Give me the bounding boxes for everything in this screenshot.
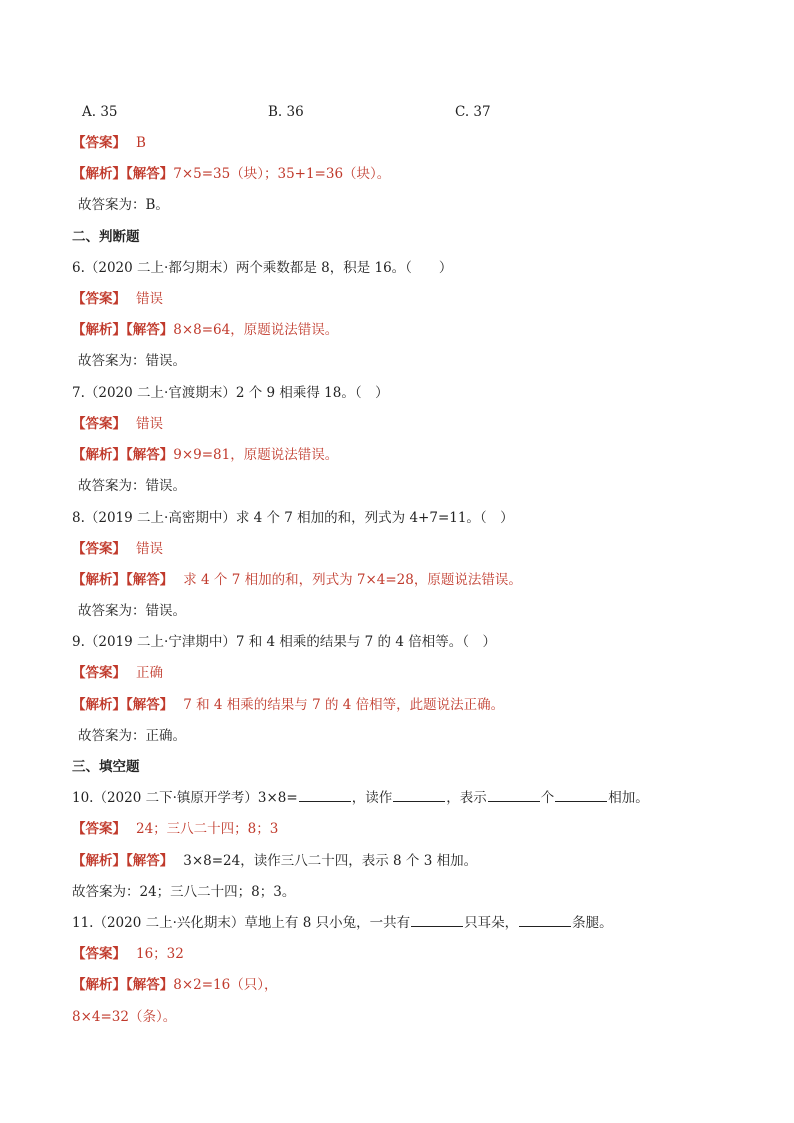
answer-tag: 【答案】 — [72, 135, 126, 151]
q10-conclusion: 故答案为：24；三八二十四；8；3。 — [72, 884, 296, 900]
answer-value: 16；32 — [136, 946, 184, 962]
q10-text-c: ，表示 — [446, 790, 487, 806]
q11-answer — [72, 945, 184, 963]
q5-conclusion: 故答案为：B。 — [78, 197, 169, 213]
analysis-text: 3×8=24，读作三八二十四，表示 8 个 3 相加。 — [183, 853, 478, 869]
q6-analysis — [72, 321, 338, 339]
analysis-text: 9×9=81，原题说法错误。 — [173, 447, 339, 463]
q9-answer — [72, 664, 163, 682]
q11-analysis-line2: 8×4=32（条）。 — [72, 1009, 177, 1025]
blank-2[interactable] — [519, 914, 571, 927]
blank-4[interactable] — [555, 789, 607, 802]
q9-question: 9.（2019 二上·宁津期中）7 和 4 相乘的结果与 7 的 4 倍相等。（ ） — [72, 634, 496, 650]
answer-value: 错误 — [136, 416, 163, 432]
q5-answer — [72, 134, 146, 152]
answer-tag: 【答案】 — [72, 946, 126, 962]
q8-analysis — [72, 571, 522, 589]
q9-analysis — [72, 696, 504, 714]
q7-answer — [72, 415, 163, 433]
q8-conclusion: 故答案为：错误。 — [78, 603, 186, 619]
analysis-tag: 【解析】【解答】 — [72, 697, 174, 713]
q10-text-d: 个 — [540, 790, 555, 806]
analysis-tag: 【解析】【解答】 — [72, 853, 174, 869]
answer-tag: 【答案】 — [72, 821, 126, 837]
answer-tag: 【答案】 — [72, 291, 126, 307]
q8-answer — [72, 540, 163, 558]
analysis-text: 8×2=16（只）， — [173, 977, 278, 993]
q10-text-b: ，读作 — [351, 790, 393, 806]
answer-value: 错误 — [136, 541, 163, 557]
q11-text-b: 只耳朵， — [464, 915, 519, 931]
analysis-tag: 【解析】【解答】 — [72, 166, 174, 182]
analysis-tag: 【解析】【解答】 — [72, 572, 174, 588]
analysis-text: 7×5=35（块）；35+1=36（块）。 — [173, 166, 391, 182]
answer-tag: 【答案】 — [72, 416, 126, 432]
analysis-tag: 【解析】【解答】 — [72, 977, 174, 993]
q11-analysis — [72, 976, 277, 994]
q10-question — [72, 789, 649, 807]
analysis-text: 求 4 个 7 相加的和，列式为 7×4=28，原题说法错误。 — [183, 572, 522, 588]
blank-1[interactable] — [299, 789, 351, 802]
analysis-text: 7 和 4 相乘的结果与 7 的 4 倍相等，此题说法正确。 — [183, 697, 505, 713]
q5-analysis — [72, 165, 390, 183]
section-heading-judgment: 二、判断题 — [72, 229, 140, 245]
analysis-tag: 【解析】【解答】 — [72, 447, 174, 463]
answer-value: 24；三八二十四；8；3 — [136, 821, 279, 837]
blank-3[interactable] — [488, 789, 540, 802]
q11-text-c: 条腿。 — [572, 915, 613, 931]
option-a: A. 35 — [82, 104, 118, 120]
section-heading-fill-in: 三、填空题 — [72, 759, 140, 775]
q9-conclusion: 故答案为：正确。 — [78, 728, 186, 744]
q6-conclusion: 故答案为：错误。 — [78, 353, 186, 369]
q10-analysis — [72, 852, 477, 870]
q6-answer — [72, 290, 163, 308]
q11-question — [72, 914, 613, 932]
option-b: B. 36 — [268, 104, 304, 120]
q10-text-a: 10.（2020 二下·镇原开学考）3×8= — [72, 790, 298, 806]
blank-2[interactable] — [393, 789, 445, 802]
q6-question: 6.（2020 二上·都匀期末）两个乘数都是 8，积是 16。（ ） — [72, 260, 453, 276]
analysis-tag: 【解析】【解答】 — [72, 322, 174, 338]
q11-text-a: 11.（2020 二上·兴化期末）草地上有 8 只小兔，一共有 — [72, 915, 411, 931]
analysis-text: 8×8=64，原题说法错误。 — [173, 322, 339, 338]
answer-tag: 【答案】 — [72, 665, 126, 681]
q7-analysis — [72, 446, 338, 464]
answer-value: 错误 — [136, 291, 163, 307]
blank-1[interactable] — [411, 914, 463, 927]
q8-question: 8.（2019 二上·高密期中）求 4 个 7 相加的和，列式为 4+7=11。（ ） — [72, 510, 514, 526]
q7-question: 7.（2020 二上·官渡期末）2 个 9 相乘得 18。（ ） — [72, 385, 389, 401]
answer-value: 正确 — [136, 665, 163, 681]
q10-text-e: 相加。 — [608, 790, 649, 806]
answer-tag: 【答案】 — [72, 541, 126, 557]
q10-answer — [72, 820, 278, 838]
option-c: C. 37 — [455, 104, 491, 120]
q7-conclusion: 故答案为：错误。 — [78, 478, 186, 494]
answer-value: B — [136, 135, 146, 151]
